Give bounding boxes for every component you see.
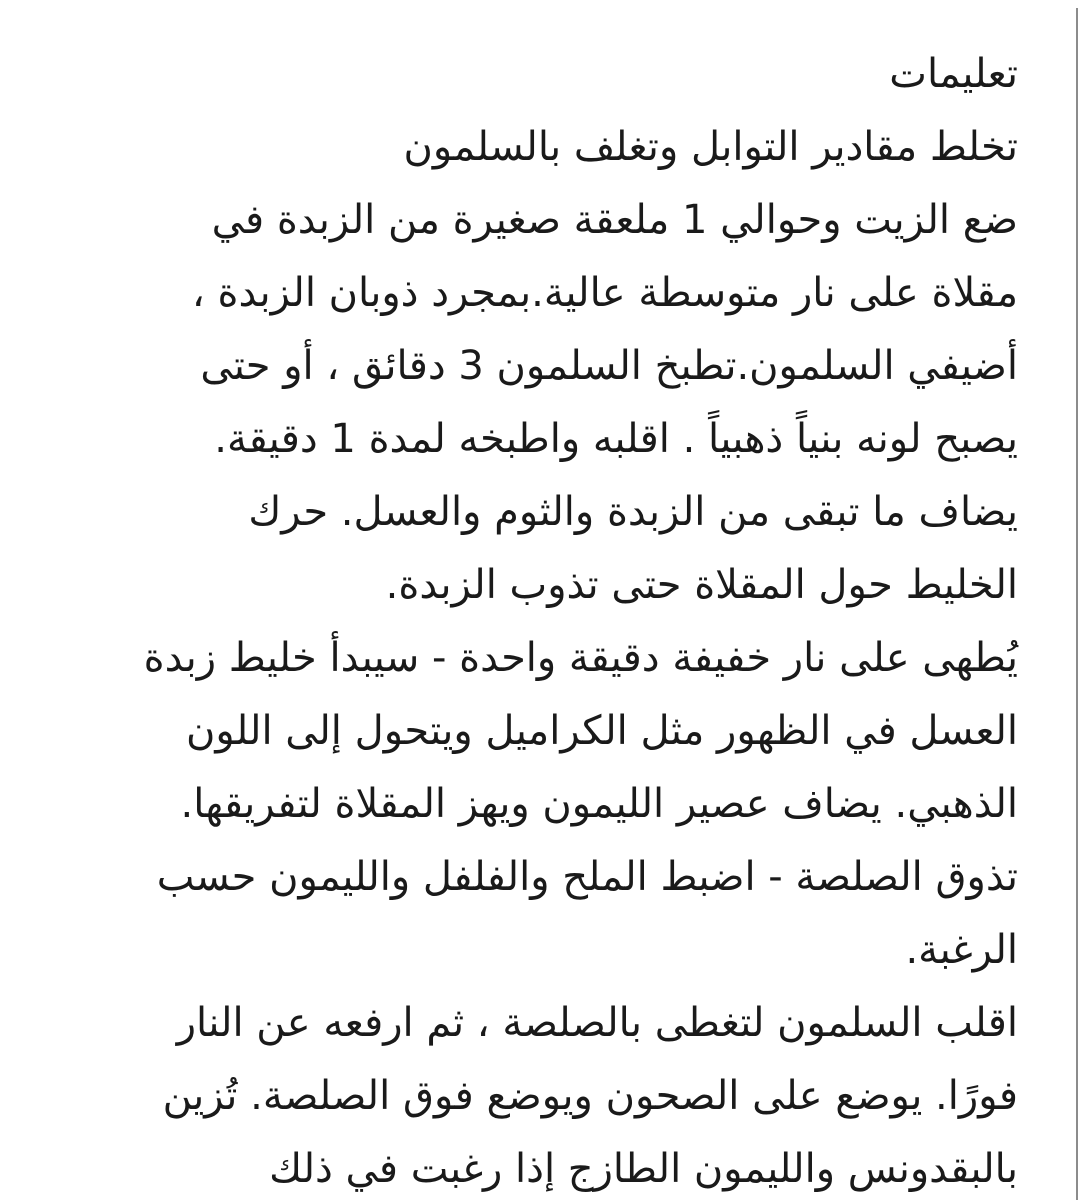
text-line: تذوق الصلصة - اضبط الملح والفلفل والليمون حسب <box>156 854 1018 900</box>
text-line: اقلب السلمون لتغطى بالصلصة ، ثم ارفعه عن النار <box>176 1000 1018 1046</box>
text-line: تخلط مقادير التوابل وتغلف بالسلمون <box>403 124 1018 170</box>
text-line: فورًا. يوضع على الصحون ويوضع فوق الصلصة. تُزين <box>162 1073 1018 1119</box>
text-line: مقلاة على نار متوسطة عالية.بمجرد ذوبان الزبدة ، <box>191 270 1018 316</box>
text-line: يصبح لونه بنياً ذهبياً . اقلبه واطبخه لمدة 1 دقيقة. <box>214 416 1018 462</box>
text-line: الذهبي. يضاف عصير الليمون ويهز المقلاة لتفريقها. <box>180 781 1018 827</box>
text-line: بالبقدونس والليمون الطازج إذا رغبت في ذلك <box>269 1146 1018 1192</box>
text-line: ضع الزيت وحوالي 1 ملعقة صغيرة من الزبدة في <box>211 197 1018 243</box>
page-edge-divider <box>1076 8 1078 1200</box>
text-line: يُطهى على نار خفيفة دقيقة واحدة - سيبدأ خليط زبدة <box>143 635 1018 681</box>
text-line: يضاف ما تبقى من الزبدة والثوم والعسل. حرك <box>248 489 1018 535</box>
recipe-instructions <box>58 38 1018 1200</box>
text-line: الخليط حول المقلاة حتى تذوب الزبدة. <box>385 562 1018 608</box>
text-line: العسل في الظهور مثل الكراميل ويتحول إلى اللون <box>185 708 1018 754</box>
text-line: أضيفي السلمون.تطبخ السلمون 3 دقائق ، أو حتى <box>200 343 1018 389</box>
text-line: الرغبة. <box>905 927 1018 973</box>
instructions-heading: تعليمات <box>889 51 1018 97</box>
